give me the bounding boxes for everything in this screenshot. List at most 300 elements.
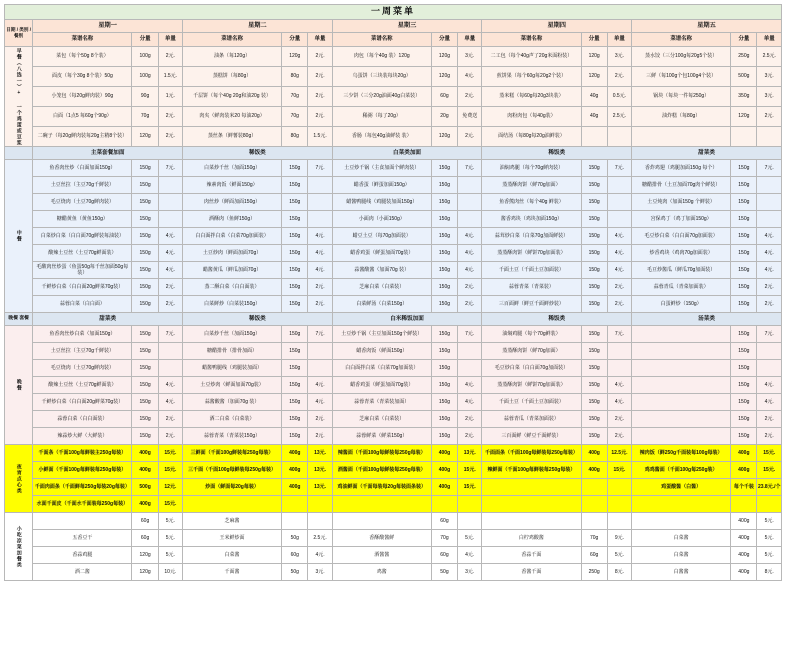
table-row (5, 160, 782, 177)
dish-name: 白菜酱 (183, 547, 282, 564)
dish-name: 白菜炒千丝（加面150g） (183, 160, 282, 177)
dish-qty: 120g (431, 67, 457, 87)
dish-price: 2.5元. (308, 530, 332, 547)
dish-price: 12.5元. (607, 445, 631, 462)
dish-qty: 400g (282, 479, 308, 496)
dish-qty: 150g (132, 326, 158, 343)
dish-qty: 150g (431, 279, 457, 296)
dish-qty: 150g (731, 360, 757, 377)
dish-qty: 60g (581, 547, 607, 564)
dish-qty: 400g (731, 445, 757, 462)
table-row (5, 513, 782, 530)
dish-name: 千鲜炒白菜（白白面20g鲜菜70g装） (33, 279, 132, 296)
dish-qty: 400g (431, 462, 457, 479)
dish-name (33, 513, 132, 530)
dish-name: 蒜酱酸酱（加面70g 装） (332, 262, 431, 279)
dish-qty: 150g (581, 160, 607, 177)
table-row (5, 296, 782, 313)
dish-name: 土豆炒肉（鲜面加面70g装） (183, 377, 282, 394)
dish-price: 4元. (308, 377, 332, 394)
col-header-5-2: 分量 (731, 33, 757, 47)
table-row (5, 530, 782, 547)
dish-price: 4元. (757, 377, 782, 394)
dish-name: 土豆炖肉（加面150g 个鲜装） (632, 194, 731, 211)
dish-qty: 400g (731, 547, 757, 564)
dish-price (158, 343, 182, 360)
section-label-breakfast: 早餐（八选一）+ 一个鸡蛋或豆浆 (5, 47, 33, 147)
col-header-2-1: 菜谱名称 (183, 33, 282, 47)
dish-price: 1.5元. (308, 127, 332, 147)
dish-name: 香酱千面 (482, 564, 581, 581)
col-header-3-3: 单量 (458, 33, 482, 47)
section-label-snack: 夜宵点心类 (5, 445, 33, 513)
dish-price: 15元. (757, 445, 782, 462)
dish-qty: 40g (581, 107, 607, 127)
dish-qty: 150g (431, 377, 457, 394)
dish-price: 2元. (757, 279, 782, 296)
dish-price: 2元. (158, 279, 182, 296)
dish-name: 鱼香肉丝炒（白面加面150g） (33, 160, 132, 177)
dish-name: 五香豆干 (33, 530, 132, 547)
dish-qty (731, 496, 757, 513)
dish-price: 7元. (458, 160, 482, 177)
dish-name: 蒸二酥白菜（白白面装） (183, 279, 282, 296)
dish-name: 糖醋黄鱼（黄鱼150g） (33, 211, 132, 228)
dish-name: 白菜鲜炒（白菜装150g） (183, 296, 282, 313)
dish-price: 4元. (757, 262, 782, 279)
dish-qty: 80g (282, 127, 308, 147)
dish-price: 2元. (607, 296, 631, 313)
dish-price: 15元. (158, 496, 182, 513)
dish-price: 5元. (458, 530, 482, 547)
dish-price: 2元. (757, 296, 782, 313)
dish-qty: 150g (282, 211, 308, 228)
dish-name: 白白面拌白菜（白菜70g加面装） (332, 360, 431, 377)
dish-price (158, 194, 182, 211)
dish-name: 油炸糕（每80g） (632, 107, 731, 127)
dish-price: 15元. (158, 462, 182, 479)
dish-price: 7元. (458, 326, 482, 343)
dish-price (757, 177, 782, 194)
dish-name: 酒酱酱 (332, 547, 431, 564)
dish-qty: 120g (431, 47, 457, 67)
col-header-4-2: 分量 (581, 33, 607, 47)
dish-price (607, 194, 631, 211)
dish-name (183, 496, 282, 513)
dish-name: 蜡酱黄瓜（鲜瓜加面70g） (183, 262, 282, 279)
dish-name: 水面千面皮（千面水千面装每250g每装） (33, 496, 132, 513)
lunch-band-label-4: 稀饭类 (482, 147, 632, 160)
dish-qty: 150g (731, 262, 757, 279)
dish-name: 三千面（千面100g每鲜装每250g每装） (183, 462, 282, 479)
day-header-3: 星期三 (332, 20, 482, 33)
dish-qty: 150g (282, 394, 308, 411)
table-row (5, 564, 782, 581)
dish-name: 蒸蒸酥肉饼（鲜饼70g加面装） (482, 245, 581, 262)
dish-name (632, 428, 731, 445)
dish-qty: 400g (132, 462, 158, 479)
table-row (5, 343, 782, 360)
dish-price: 15元. (158, 445, 182, 462)
dish-qty: 400g (431, 445, 457, 462)
dish-name: 小面肉（小面150g） (332, 211, 431, 228)
dish-price: 5元. (158, 547, 182, 564)
dish-qty: 150g (431, 411, 457, 428)
dish-qty: 400g (431, 479, 457, 496)
dish-name: 香肠（每包40g油鲜装 装） (332, 127, 431, 147)
dish-name: 白菜酱 (632, 547, 731, 564)
dish-qty: 150g (731, 228, 757, 245)
dish-qty: 150g (731, 326, 757, 343)
table-row (5, 326, 782, 343)
dish-name: 香酥酸酱鲜 (332, 530, 431, 547)
dish-price (757, 194, 782, 211)
dish-qty: 100g (132, 47, 158, 67)
dish-qty: 40g (581, 87, 607, 107)
dish-name: 酸辣土豆丝（土豆70g鲜面装） (33, 245, 132, 262)
dish-price: 13元. (308, 462, 332, 479)
table-row (5, 496, 782, 513)
dish-price: 4元. (308, 245, 332, 262)
dish-price: 2元. (158, 411, 182, 428)
dish-name: 毛酸肉丝炒蛋（鱼蛋50g每千丝加面50g每装） (33, 262, 132, 279)
dish-price (158, 177, 182, 194)
day-header-4: 星期四 (482, 20, 632, 33)
dish-name: 蒜蓉白菜（白白面） (33, 296, 132, 313)
dish-qty: 150g (431, 343, 457, 360)
dish-price: 13元. (308, 479, 332, 496)
dish-qty: 500g (132, 479, 158, 496)
dish-price (607, 127, 631, 147)
dish-qty: 150g (282, 377, 308, 394)
dish-price: 2元. (158, 107, 182, 127)
dish-price: 23.8元./个 (757, 479, 782, 496)
dish-price: 4元. (607, 228, 631, 245)
dish-name: 蒜酱酸酱（加面70g 装） (183, 394, 282, 411)
dish-name: 千鲜炒白菜（白白面20g鲜菜70g装） (33, 394, 132, 411)
dish-name: 土豆丝拉（主豆70g千鲜装） (33, 177, 132, 194)
dish-price (607, 360, 631, 377)
dish-price (458, 211, 482, 228)
dish-price: 5元. (757, 530, 782, 547)
dish-qty: 150g (581, 228, 607, 245)
dish-qty: 150g (581, 411, 607, 428)
table-row (5, 211, 782, 228)
dish-name (632, 377, 731, 394)
dish-name: 千层饼（每个40g 20g和油20g 装） (183, 87, 282, 107)
dinner-band-label-3: 白米稀饭加面 (332, 313, 482, 326)
dish-name: 蜡香鸡蛋（鲜蛋加面70g装） (332, 377, 431, 394)
table-row (5, 428, 782, 445)
dish-price (607, 343, 631, 360)
table-row (5, 5, 782, 20)
dish-qty: 150g (431, 194, 457, 211)
dish-name (632, 326, 731, 343)
dish-price: 7元. (308, 160, 332, 177)
dish-qty: 100g (132, 67, 158, 87)
table-row (5, 262, 782, 279)
dish-qty: 150g (282, 228, 308, 245)
table-row (5, 127, 782, 147)
col-header-1-3: 单量 (158, 33, 182, 47)
dish-qty: 400g (731, 564, 757, 581)
dish-name: 蒸米糕（每60g每20g3块装） (482, 87, 581, 107)
dish-qty: 70g (581, 530, 607, 547)
dish-price (458, 496, 482, 513)
section-label-extra: 小吃凉菜加餐类 (5, 513, 33, 581)
dish-price (308, 513, 332, 530)
dish-name: 千面面条（千面100g每鲜装每250g每装） (482, 445, 581, 462)
dish-price: 2元. (308, 279, 332, 296)
dish-name: 煎饼果（每个60g每20g2个装） (482, 67, 581, 87)
dish-price: 1.5元. (158, 67, 182, 87)
dish-name: 白白面拌白菜（白菜70g加面装） (183, 228, 282, 245)
dish-price: 免费送 (458, 107, 482, 127)
dish-qty: 150g (282, 296, 308, 313)
dish-price (458, 177, 482, 194)
dish-price: 3元. (458, 47, 482, 67)
dish-name: 炒香鸡块（鸡肉70g加面装） (632, 245, 731, 262)
dish-name: 三鲜面（千面100g鲜装每250g每装） (183, 445, 282, 462)
dish-qty: 50g (282, 530, 308, 547)
dish-name: 蜡酱鸭腿线（鸡腿装加面） (183, 360, 282, 377)
dish-qty: 60g (431, 513, 457, 530)
dish-qty: 150g (581, 245, 607, 262)
table-row (5, 147, 782, 160)
dish-qty: 400g (581, 462, 607, 479)
dish-qty: 150g (431, 211, 457, 228)
dish-qty: 150g (431, 262, 457, 279)
dish-price: 4元. (607, 394, 631, 411)
dish-price: 2元. (308, 411, 332, 428)
dish-qty: 400g (132, 445, 158, 462)
dish-qty: 60g (132, 530, 158, 547)
dish-name: 小鲜面（千面100g每鲜装每250g每装） (33, 462, 132, 479)
dish-price: 7元. (158, 160, 182, 177)
dish-name: 蒜蓉青菜（青菜装加面） (332, 394, 431, 411)
dish-name: 二工包（每个40g声了20g米面粉装） (482, 47, 581, 67)
dish-qty: 150g (581, 394, 607, 411)
dish-name: 炒面（鲜面每20g每装） (183, 479, 282, 496)
table-row (5, 67, 782, 87)
dish-price: 2.5元. (607, 107, 631, 127)
dish-price: 2元. (458, 127, 482, 147)
dish-name: 辣肉饭（鲜250g千面装每100g每装） (632, 445, 731, 462)
dish-name: 香炸鸡翅（鸡腿加面150g 每个） (632, 160, 731, 177)
dish-qty: 150g (282, 177, 308, 194)
dish-price: 7元. (757, 160, 782, 177)
dish-name: 蜡酱鸭腿线（鸡腿装加面150g） (332, 194, 431, 211)
dish-qty: 20g (431, 107, 457, 127)
dish-qty (581, 479, 607, 496)
col-header-4-1: 菜谱名称 (482, 33, 581, 47)
lunch-band-label-5: 甜菜类 (632, 147, 782, 160)
dish-name: 白菜鲜汤（白菜150g） (332, 296, 431, 313)
dish-qty: 150g (282, 262, 308, 279)
dish-name: 王米鲜炒面 (183, 530, 282, 547)
dish-qty: 150g (731, 279, 757, 296)
dish-name: 蜡香鸡蛋（鲜蛋加面70g装） (332, 245, 431, 262)
dish-name (632, 127, 731, 147)
dish-qty: 150g (282, 194, 308, 211)
dinner-band-label-4: 稀饭类 (482, 313, 632, 326)
dish-price: 4元. (158, 377, 182, 394)
dish-name (482, 479, 581, 496)
dish-price: 15元. (607, 462, 631, 479)
dish-qty: 150g (282, 428, 308, 445)
dish-price: 2元. (607, 279, 631, 296)
table-row (5, 462, 782, 479)
dish-price: 2元. (308, 87, 332, 107)
col-header-1-1: 菜谱名称 (33, 33, 132, 47)
dish-name: 稀粥（每了20g） (332, 107, 431, 127)
col-header-2-3: 单量 (308, 33, 332, 47)
weekly-menu-table (4, 4, 782, 581)
table-row (5, 547, 782, 564)
dish-name: 肉丝炒（鲜面加面150g） (183, 194, 282, 211)
dish-price: 4元. (308, 547, 332, 564)
dish-qty: 150g (581, 177, 607, 194)
dish-price: 4元. (458, 394, 482, 411)
dish-qty: 150g (431, 428, 457, 445)
dish-qty: 400g (282, 462, 308, 479)
dish-qty: 150g (132, 394, 158, 411)
day-header-5: 星期五 (632, 20, 782, 33)
dish-price: 2元. (607, 428, 631, 445)
dish-name: 毛豆炒酱瓜（鲜瓜70g加面装） (632, 262, 731, 279)
dish-qty (581, 127, 607, 147)
dish-qty: 400g (132, 496, 158, 513)
dish-price: 4元. (308, 228, 332, 245)
dish-name: 白蛋鲜炒（150g） (632, 296, 731, 313)
dish-name: 面结汤（每80g每20g油鲜装） (482, 127, 581, 147)
dish-qty: 120g (581, 47, 607, 67)
day-header-2: 星期二 (183, 20, 333, 33)
dish-price: 3元. (757, 87, 782, 107)
col-header-4-3: 单量 (607, 33, 631, 47)
dish-name: 蒸糕饼（每80g） (183, 67, 282, 87)
dish-qty: 150g (132, 360, 158, 377)
dish-qty: 150g (431, 296, 457, 313)
dish-qty: 120g (581, 67, 607, 87)
dish-price: 2.5元. (757, 47, 782, 67)
dish-qty: 150g (132, 211, 158, 228)
dish-qty: 150g (282, 245, 308, 262)
dish-price: 5元. (607, 547, 631, 564)
dish-qty: 150g (431, 228, 457, 245)
dish-qty: 150g (431, 326, 457, 343)
dish-name: 三少饼（三分20g油面40g白菜装） (332, 87, 431, 107)
dish-qty: 150g (431, 160, 457, 177)
dish-qty: 150g (731, 428, 757, 445)
dish-name: 辣蒜炒大鲜（大鲜装） (33, 428, 132, 445)
dish-name: 毛豆烧肉（土豆70g鲜肉装） (33, 360, 132, 377)
dish-qty: 150g (581, 296, 607, 313)
dish-name: 蒸蒸酥肉饼（鲜70g加面） (482, 343, 581, 360)
lunch-band-label-3: 白菜类加面 (332, 147, 482, 160)
dish-price: 4元. (607, 245, 631, 262)
dish-price: 3元. (308, 564, 332, 581)
dish-qty: 350g (731, 87, 757, 107)
col-header-5-3: 单量 (757, 33, 782, 47)
dish-price: 2元. (308, 47, 332, 67)
dish-qty: 150g (132, 377, 158, 394)
day-header-1: 星期一 (33, 20, 183, 33)
dish-qty: 400g (731, 530, 757, 547)
dish-qty: 400g (581, 445, 607, 462)
dish-price (607, 479, 631, 496)
dish-name: 蜡香肉饭（鲜面150g） (332, 343, 431, 360)
dish-qty: 120g (132, 127, 158, 147)
dish-price: 4元. (458, 67, 482, 87)
dish-name: 芝麻白菜（白菜装） (332, 279, 431, 296)
lunch-band-label-2: 稀饭类 (183, 147, 333, 160)
dish-qty: 120g (731, 107, 757, 127)
table-row (5, 394, 782, 411)
dish-qty: 150g (132, 245, 158, 262)
dish-name: 蒸蒸酥肉饼（鲜饼70g加面装） (482, 377, 581, 394)
col-header-3-1: 菜谱名称 (332, 33, 431, 47)
dish-qty: 150g (581, 326, 607, 343)
dish-qty: 150g (581, 211, 607, 228)
dish-price (308, 496, 332, 513)
dish-qty: 150g (731, 394, 757, 411)
dish-price: 4元. (757, 394, 782, 411)
dish-name: 糖醋排骨（土豆加面70g肉个鲜装） (632, 177, 731, 194)
dish-name: 白菜炒千丝（加面150g） (183, 326, 282, 343)
dish-name: 油焖鸡腿（每个70g鲜肉装） (482, 160, 581, 177)
dish-qty: 150g (132, 343, 158, 360)
dish-name: 香蒜鸡腿 (33, 547, 132, 564)
dish-qty: 60g (132, 513, 158, 530)
dinner-band-label-5: 汤菜类 (632, 313, 782, 326)
dish-name (332, 513, 431, 530)
dish-qty: 150g (132, 177, 158, 194)
dish-name: 酒酱面（千面100g每鲜装每250g每装） (332, 462, 431, 479)
dish-name: 小笼包（每20g鲜肉装）90g (33, 87, 132, 107)
dish-qty: 150g (431, 245, 457, 262)
dish-qty: 500g (731, 67, 757, 87)
table-row (5, 411, 782, 428)
dish-price: 13元. (308, 445, 332, 462)
dish-name: 辣酱面（千面100g每鲜装每250g每装） (332, 445, 431, 462)
table-row (5, 377, 782, 394)
table-row (5, 177, 782, 194)
dish-qty: 60g (431, 87, 457, 107)
dish-name: 蒜蓉青菜（青菜装） (482, 279, 581, 296)
dish-qty: 80g (282, 67, 308, 87)
dish-price (458, 513, 482, 530)
dish-price: 4元. (458, 245, 482, 262)
dish-qty: 70g (282, 107, 308, 127)
dish-qty: 150g (731, 411, 757, 428)
dish-name: 蜡豆土豆（每70g加面装） (332, 228, 431, 245)
dish-price: 13元. (458, 445, 482, 462)
dish-qty: 150g (132, 411, 158, 428)
dish-price: 2元. (458, 279, 482, 296)
dish-price: 2元. (458, 428, 482, 445)
table-row (5, 479, 782, 496)
dish-price: 2元. (607, 411, 631, 428)
dish-price: 4元. (458, 262, 482, 279)
dish-name: 蒜蓉鲜菜（鲜菜150g） (332, 428, 431, 445)
dish-price: 0.5元. (607, 87, 631, 107)
col-header-3-2: 分量 (431, 33, 457, 47)
dish-qty: 150g (132, 228, 158, 245)
dish-name: 芝麻白菜（白菜装） (332, 411, 431, 428)
dish-qty (731, 127, 757, 147)
dish-qty: 150g (282, 360, 308, 377)
